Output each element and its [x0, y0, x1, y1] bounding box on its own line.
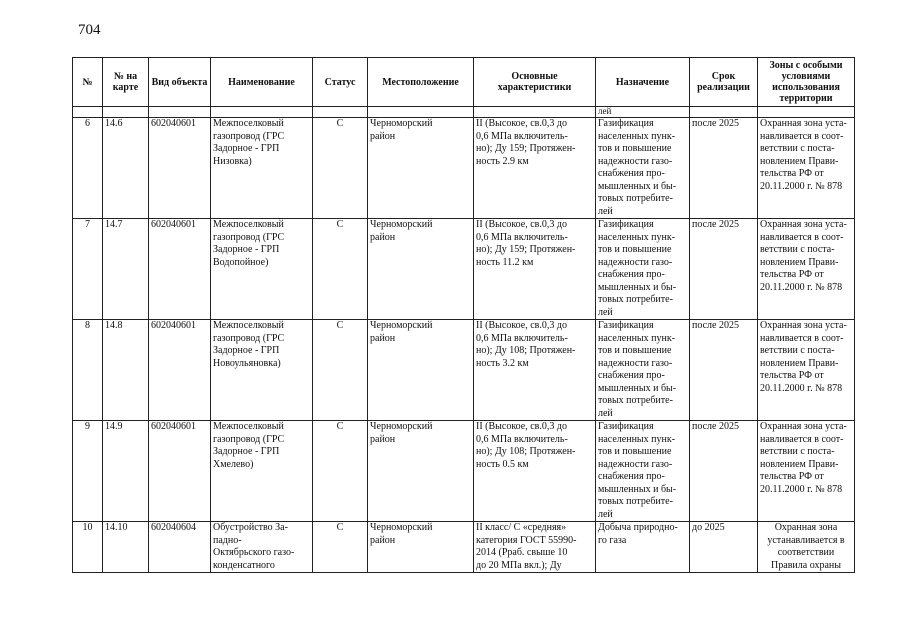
- table-row: [73, 522, 855, 573]
- row-zones: Охранная зона уста- навливается в соот- ветствии с поста- новлением Прави- тельства РФ от 20.11.2000 г. № 878: [758, 421, 855, 522]
- row-purpose: Газификация населенных пунк- тов и повышение надежности газо- снабжения про- мышленных и бы- товых потребите- лей: [596, 219, 690, 320]
- row-location: Черноморский район: [368, 219, 474, 320]
- table-row: [73, 421, 855, 522]
- row-location: Черноморский район: [368, 118, 474, 219]
- row-map-num: 14.7: [103, 219, 149, 320]
- row-name: Межпоселковый газопровод (ГРС Задорное - ГРП Новоульяновка): [211, 320, 313, 421]
- row-name: Межпоселковый газопровод (ГРС Задорное - ГРП Хмелево): [211, 421, 313, 522]
- row-term: после 2025: [690, 219, 758, 320]
- row-map-num: 14.9: [103, 421, 149, 522]
- row-characteristics: II (Высокое, св.0,3 до 0,6 МПа включитель- но); Ду 108; Протяжен- ность 3.2 км: [474, 320, 596, 421]
- row-type: 602040604: [149, 522, 211, 573]
- row-purpose: Газификация населенных пунк- тов и повышение надежности газо- снабжения про- мышленных и бы- товых потребите- лей: [596, 320, 690, 421]
- header-purpose: Назначение: [596, 58, 690, 107]
- row-num: 10: [73, 522, 103, 573]
- row-num: 8: [73, 320, 103, 421]
- row-status: С: [313, 522, 368, 573]
- row-zones: Охранная зона уста- навливается в соот- ветствии с поста- новлением Прави- тельства РФ от 20.11.2000 г. № 878: [758, 219, 855, 320]
- objects-table: [72, 57, 855, 573]
- row-map-num: 14.6: [103, 118, 149, 219]
- header-status: Статус: [313, 58, 368, 107]
- header-map-num: № на карте: [103, 58, 149, 107]
- row-characteristics: II (Высокое, св.0,3 до 0,6 МПа включитель- но); Ду 159; Протяжен- ность 2.9 км: [474, 118, 596, 219]
- continuation-text: лей: [596, 107, 690, 118]
- table-row: [73, 118, 855, 219]
- row-name: Обустройство За- падно- Октябрьского газо- конденсатного: [211, 522, 313, 573]
- row-location: Черноморский район: [368, 320, 474, 421]
- row-map-num: 14.8: [103, 320, 149, 421]
- row-type: 602040601: [149, 219, 211, 320]
- row-name: Межпоселковый газопровод (ГРС Задорное - ГРП Водопойное): [211, 219, 313, 320]
- header-row: [73, 58, 855, 107]
- header-name: Наименование: [211, 58, 313, 107]
- row-num: 7: [73, 219, 103, 320]
- row-name: Межпоселковый газопровод (ГРС Задорное - ГРП Низовка): [211, 118, 313, 219]
- row-zones: Охранная зона устанавливается в соответствии Правила охраны: [758, 522, 855, 573]
- header-term: Срок реализации: [690, 58, 758, 107]
- row-term: после 2025: [690, 421, 758, 522]
- row-characteristics: II класс/ С «средняя» категория ГОСТ 55990- 2014 (Рраб. свыше 10 до 20 МПа вкл.); Ду: [474, 522, 596, 573]
- row-location: Черноморский район: [368, 421, 474, 522]
- row-map-num: 14.10: [103, 522, 149, 573]
- row-characteristics: II (Высокое, св.0,3 до 0,6 МПа включитель- но); Ду 159; Протяжен- ность 11.2 км: [474, 219, 596, 320]
- row-purpose: Газификация населенных пунк- тов и повышение надежности газо- снабжения про- мышленных и бы- товых потребите- лей: [596, 421, 690, 522]
- row-characteristics: II (Высокое, св.0,3 до 0,6 МПа включитель- но); Ду 108; Протяжен- ность 0.5 км: [474, 421, 596, 522]
- row-purpose: Добыча природно- го газа: [596, 522, 690, 573]
- row-location: Черноморский район: [368, 522, 474, 573]
- row-type: 602040601: [149, 118, 211, 219]
- continuation-row: [73, 107, 855, 118]
- row-term: после 2025: [690, 118, 758, 219]
- row-status: С: [313, 421, 368, 522]
- header-characteristics: Основные характеристики: [474, 58, 596, 107]
- table-row: [73, 320, 855, 421]
- row-purpose: Газификация населенных пунк- тов и повышение надежности газо- снабжения про- мышленных и бы- товых потребите- лей: [596, 118, 690, 219]
- header-zones: Зоны с особыми условиями использования территории: [758, 58, 855, 107]
- header-num: №: [73, 58, 103, 107]
- row-num: 6: [73, 118, 103, 219]
- table-row: [73, 219, 855, 320]
- header-location: Местоположение: [368, 58, 474, 107]
- row-num: 9: [73, 421, 103, 522]
- row-type: 602040601: [149, 421, 211, 522]
- row-status: С: [313, 118, 368, 219]
- row-status: С: [313, 320, 368, 421]
- row-term: до 2025: [690, 522, 758, 573]
- row-zones: Охранная зона уста- навливается в соот- ветствии с поста- новлением Прави- тельства РФ от 20.11.2000 г. № 878: [758, 320, 855, 421]
- row-type: 602040601: [149, 320, 211, 421]
- row-term: после 2025: [690, 320, 758, 421]
- row-status: С: [313, 219, 368, 320]
- row-zones: Охранная зона уста- навливается в соот- ветствии с поста- новлением Прави- тельства РФ от 20.11.2000 г. № 878: [758, 118, 855, 219]
- page-number: 704: [78, 22, 101, 38]
- header-type: Вид объекта: [149, 58, 211, 107]
